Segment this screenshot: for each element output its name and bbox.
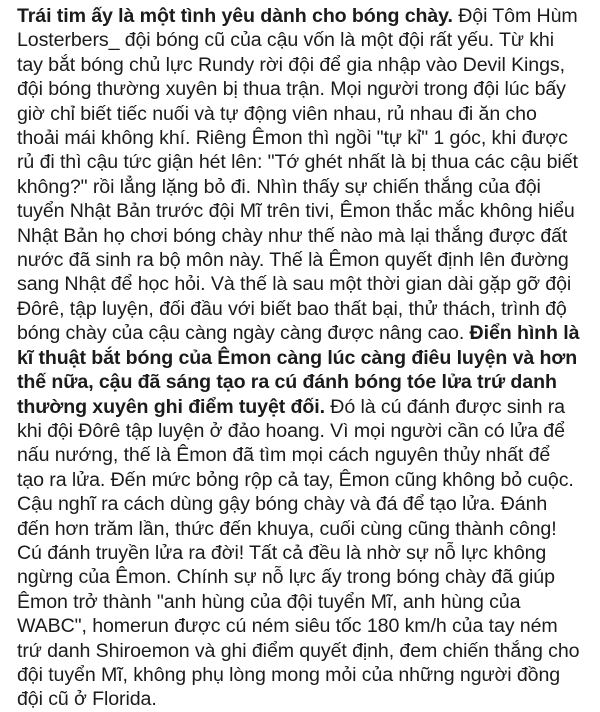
body-paragraph [17, 4, 582, 712]
bold-intro-sentence: Trái tim ấy là một tình yêu dành cho bóng chày. [17, 5, 453, 27]
body-text-part-1: Đội Tôm Hùm Losterbers_ đội bóng cũ của cậu vốn là một đội rất yếu. Từ khi tay bắt bóng chủ lực Rundy rời đội để gia nhập vào Devil Kings, đội bóng thường xuyên bị thua trận. Mọi người trong đội lúc bấy giờ chỉ biết tiếc nuối và tự động viên nhau, rủ nhau đi ăn cho thoải mái không khí. Riêng Êmon thì ngồi "tự kỉ" 1 góc, khi được rủ đi thì cậu tức giận hét lên: "Tớ ghét nhất là bị thua các cậu biết không?" rồi lẳng lặng bỏ đi. Nhìn thấy sự chiến thắng của đội tuyển Nhật Bản trước đội Mĩ trên tivi, Êmon thắc mắc không hiểu Nhật Bản họ chơi bóng chày như thế nào mà lại thắng được đất nước đã sinh ra bộ môn này. Thế là Êmon quyết định lên đường sang Nhật để học hỏi. Và thế là sau một thời gian dài gặp gỡ đội Đôrê, tập luyện, đối đầu với biết bao thất bại, thử thách, trình độ bóng chày của cậu càng ngày càng được nâng cao. [17, 5, 578, 345]
body-text-part-2: Đó là cú đánh được sinh ra khi đội Đôrê tập luyện ở đảo hoang. Vì mọi người cần có lửa để nấu nướng, thế là Êmon đã tìm mọi cách nguyên thủy nhất để tạo ra lửa. Đến mức bỏng rộp cả tay, Êmon cũng không bỏ cuộc. Cậu nghĩ ra cách dùng gậy bóng chày và đá để tạo lửa. Đánh đến hơn trăm lần, thức đến khuya, cuối cùng cũng thành công! Cú đánh truyền lửa ra đời! Tất cả đều là nhờ sự nỗ lực không ngừng của Êmon. Chính sự nỗ lực ấy trong bóng chày đã giúp Êmon trở thành "anh hùng của đội tuyển Mĩ, anh hùng của WABC", homerun được cú ném siêu tốc 180 km/h của tay ném trứ danh Shiroemon và ghi điểm quyết định, đem chiến thắng cho đội tuyển Mĩ, không phụ lòng mong mỏi của những người đồng đội cũ ở Florida. [17, 395, 580, 711]
bold-highlight-sentence: Điển hình là kĩ thuật bắt bóng của Êmon càng lúc càng điêu luyện và hơn thế nữa, cậu đã sáng tạo ra cú đánh bóng tóe lửa trứ danh thường xuyên ghi điểm tuyệt đối. [17, 322, 580, 418]
